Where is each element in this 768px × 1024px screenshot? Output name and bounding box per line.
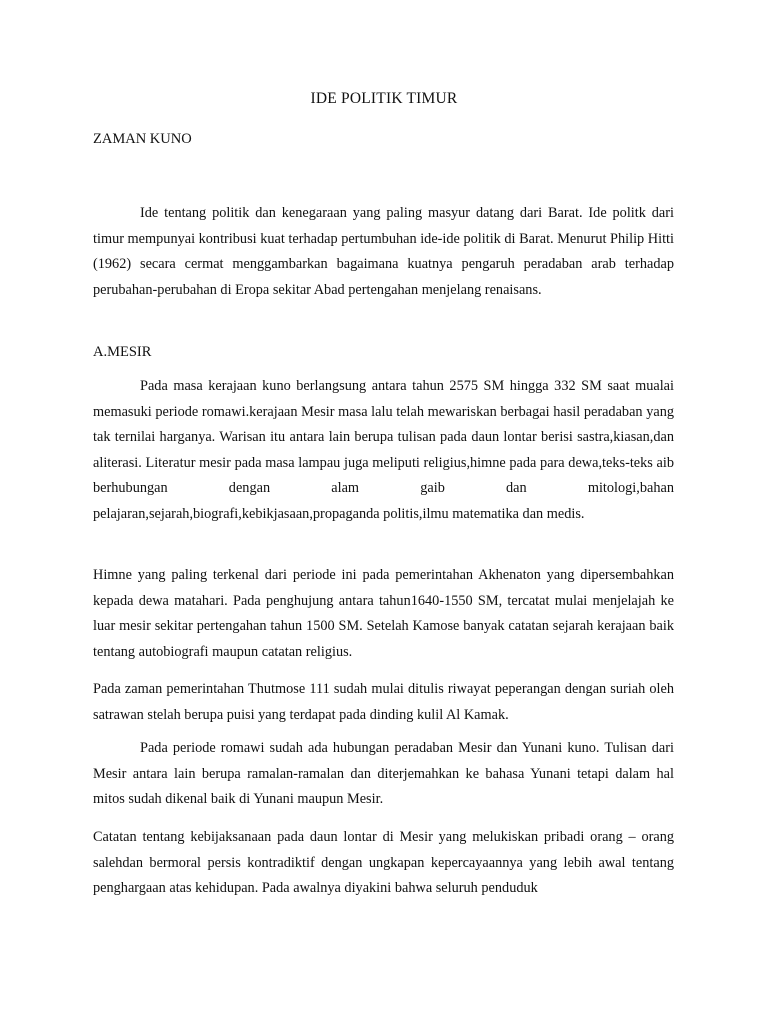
section-heading-zaman-kuno: ZAMAN KUNO [93,131,192,147]
paragraph-mesir-5: Catatan tentang kebijaksanaan pada daun lontar di Mesir yang melukiskan pribadi orang – orang salehdan bermoral persis kontradiktif dengan ungkapan kepercayaannya yang lebih awal tentang penghargaan atas kehidupan. Pada awalnya diyakini bahwa seluruh penduduk [93,829,674,896]
paragraph-mesir-3: Pada zaman pemerintahan Thutmose 111 sudah mulai ditulis riwayat peperangan dengan suriah oleh satrawan stelah berupa puisi yang terdapat pada dinding kulil Al Kamak. [93,681,674,723]
paragraph-mesir-4: Pada periode romawi sudah ada hubungan peradaban Mesir dan Yunani kuno. Tulisan dari Mesir antara lain berupa ramalan-ramalan dan diterjemahkan ke bahasa Yunani tetapi dalam hal mitos sudah dikenal baik di Yunani maupun Mesir. [93,740,674,807]
paragraph-mesir-1: Pada masa kerajaan kuno berlangsung antara tahun 2575 SM hingga 332 SM saat mualai memasuki periode romawi.kerajaan Mesir masa lalu telah mewariskan berbagai hasil peradaban yang tak ternilai harganya. Warisan itu antara lain berupa tulisan pada daun lontar berisi sastra,kiasan,dan aliterasi. Literatur mesir pada masa lampau juga meliputi religius,himne pada para dewa,teks-teks aib berhubungan dengan alam gaib dan mitologi,bahan pelajaran,sejarah,biografi,kebikjasaan,propaganda politis,ilmu matematika dan medis. [93,378,674,522]
section-heading-mesir: A.MESIR [93,344,152,360]
paragraph-mesir-2: Himne yang paling terkenal dari periode ini pada pemerintahan Akhenaton yang dipersembahkan kepada dewa matahari. Pada penghujung antara tahun1640-1550 SM, tercatat mulai menjelajah ke luar mesir sekitar pertengahan tahun 1500 SM. Setelah Kamose banyak catatan sejarah kerajaan baik tentang autobiografi maupun catatan religius. [93,567,674,660]
page-title: IDE POLITIK TIMUR [310,90,458,107]
paragraph-intro: Ide tentang politik dan kenegaraan yang paling masyur datang dari Barat. Ide politk dari timur mempunyai kontribusi kuat terhadap pertumbuhan ide-ide politik di Barat. Menurut Philip Hitti (1962) secara cermat menggambarkan bagaimana kuatnya pengaruh peradaban arab terhadap perubahan-perubahan di Eropa sekitar Abad pertengahan menjelang renaisans. [93,205,674,298]
